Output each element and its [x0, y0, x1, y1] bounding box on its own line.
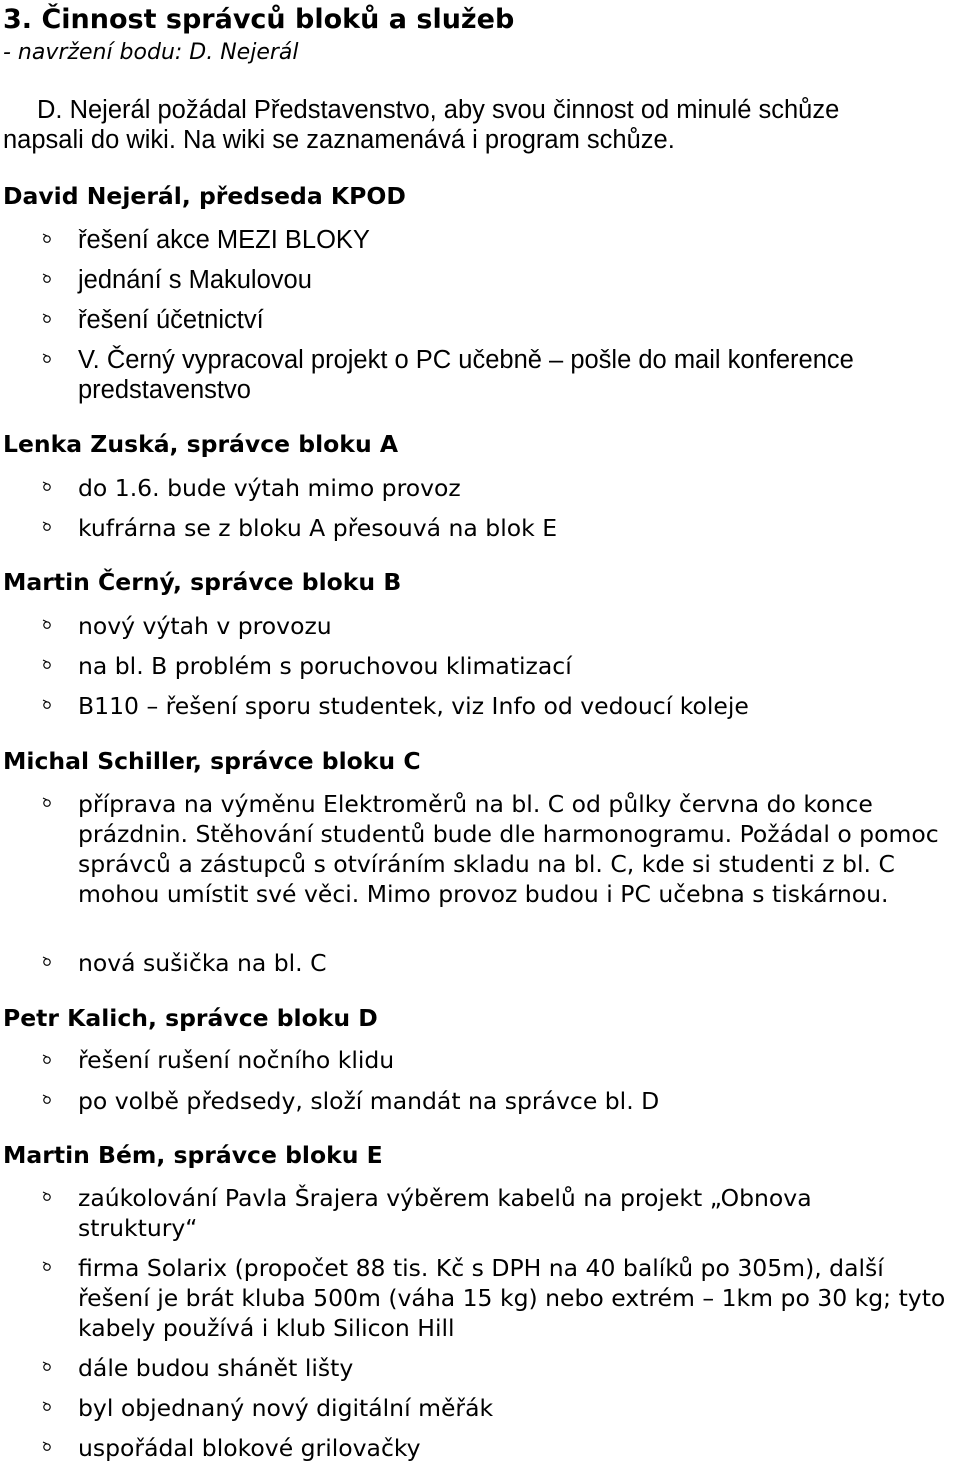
page-title: 3. Činnost správců bloků a služeb	[3, 4, 515, 35]
list-item: na bl. B problém s poruchovou klimatizací	[78, 652, 572, 680]
intro-paragraph	[3, 95, 960, 155]
list-item: nový výtah v provozu	[78, 612, 332, 640]
section-heading: Martin Bém, správce bloku E	[3, 1141, 383, 1169]
bullet-icon	[40, 352, 54, 366]
bullet-icon	[40, 312, 54, 326]
bullet-icon	[40, 618, 54, 632]
section-heading: Michal Schiller, správce bloku C	[3, 747, 421, 775]
list-item: byl objednaný nový digitální měřák	[78, 1394, 494, 1422]
section-heading: Martin Černý, správce bloku B	[3, 568, 402, 596]
list-item: do 1.6. bude výtah mimo provoz	[78, 474, 461, 502]
list-item: dále budou shánět lišty	[78, 1354, 354, 1382]
list-item: řešení akce MEZI BLOKY	[78, 226, 370, 254]
bullet-icon	[40, 480, 54, 494]
list-item: B110 – řešení sporu studentek, viz Info od vedoucí koleje	[78, 692, 749, 720]
list-item: řešení rušení nočního klidu	[78, 1046, 395, 1074]
section-heading: Lenka Zuská, správce bloku A	[3, 430, 399, 458]
list-item: zaúkolování Pavla Šrajera výběrem kabelů na projekt „Obnova struktury“	[78, 1184, 812, 1242]
bullet-icon	[40, 698, 54, 712]
list-item: nová sušička na bl. C	[78, 949, 327, 977]
bullet-icon	[40, 1360, 54, 1374]
list-item: firma Solarix (propočet 88 tis. Kč s DPH na 40 balíků po 305m), další řešení je brát kluba 500m (váha 15 kg) nebo extrém – 1km po 30 kg; tyto kabely používá i klub Silicon Hill	[78, 1254, 946, 1342]
bullet-icon	[40, 1190, 54, 1204]
list-item: kufrárna se z bloku A přesouvá na blok E	[78, 514, 558, 542]
bullet-icon	[40, 955, 54, 969]
bullet-icon	[40, 520, 54, 534]
bullet-icon	[40, 272, 54, 286]
list-item: řešení účetnictví	[78, 306, 264, 334]
section-heading: David Nejerál, předseda KPOD	[3, 182, 406, 210]
list-item: příprava na výměnu Elektroměrů na bl. C od půlky června do konce prázdnin. Stěhování studentů bude dle harmonogramu. Požádal o pomoc správců a zástupců s otvíráním skladu na bl. C, kde si studenti z bl. C mohou umístit své věci. Mimo provoz budou i PC učebna s tiskárnou.	[78, 790, 939, 908]
bullet-icon	[40, 1053, 54, 1067]
intro-line: D. Nejerál požádal Představenstvo, aby svou činnost od minulé schůze	[37, 96, 840, 124]
bullet-icon	[40, 232, 54, 246]
proposer-subtitle: - navržení bodu: D. Nejerál	[3, 40, 299, 65]
bullet-icon	[40, 658, 54, 672]
bullet-icon	[40, 1400, 54, 1414]
list-item: jednání s Makulovou	[78, 266, 312, 294]
bullet-icon	[40, 1093, 54, 1107]
list-item: V. Černý vypracoval projekt o PC učebně – pošle do mail konference predstavenstvo	[78, 346, 854, 404]
list-item: uspořádal blokové grilovačky	[78, 1434, 421, 1462]
section-heading: Petr Kalich, správce bloku D	[3, 1004, 378, 1032]
bullet-icon	[40, 1260, 54, 1274]
intro-line: napsali do wiki. Na wiki se zaznamenává i program schůze.	[3, 126, 675, 154]
bullet-icon	[40, 796, 54, 810]
list-item: po volbě předsedy, složí mandát na správce bl. D	[78, 1087, 660, 1115]
bullet-icon	[40, 1440, 54, 1454]
